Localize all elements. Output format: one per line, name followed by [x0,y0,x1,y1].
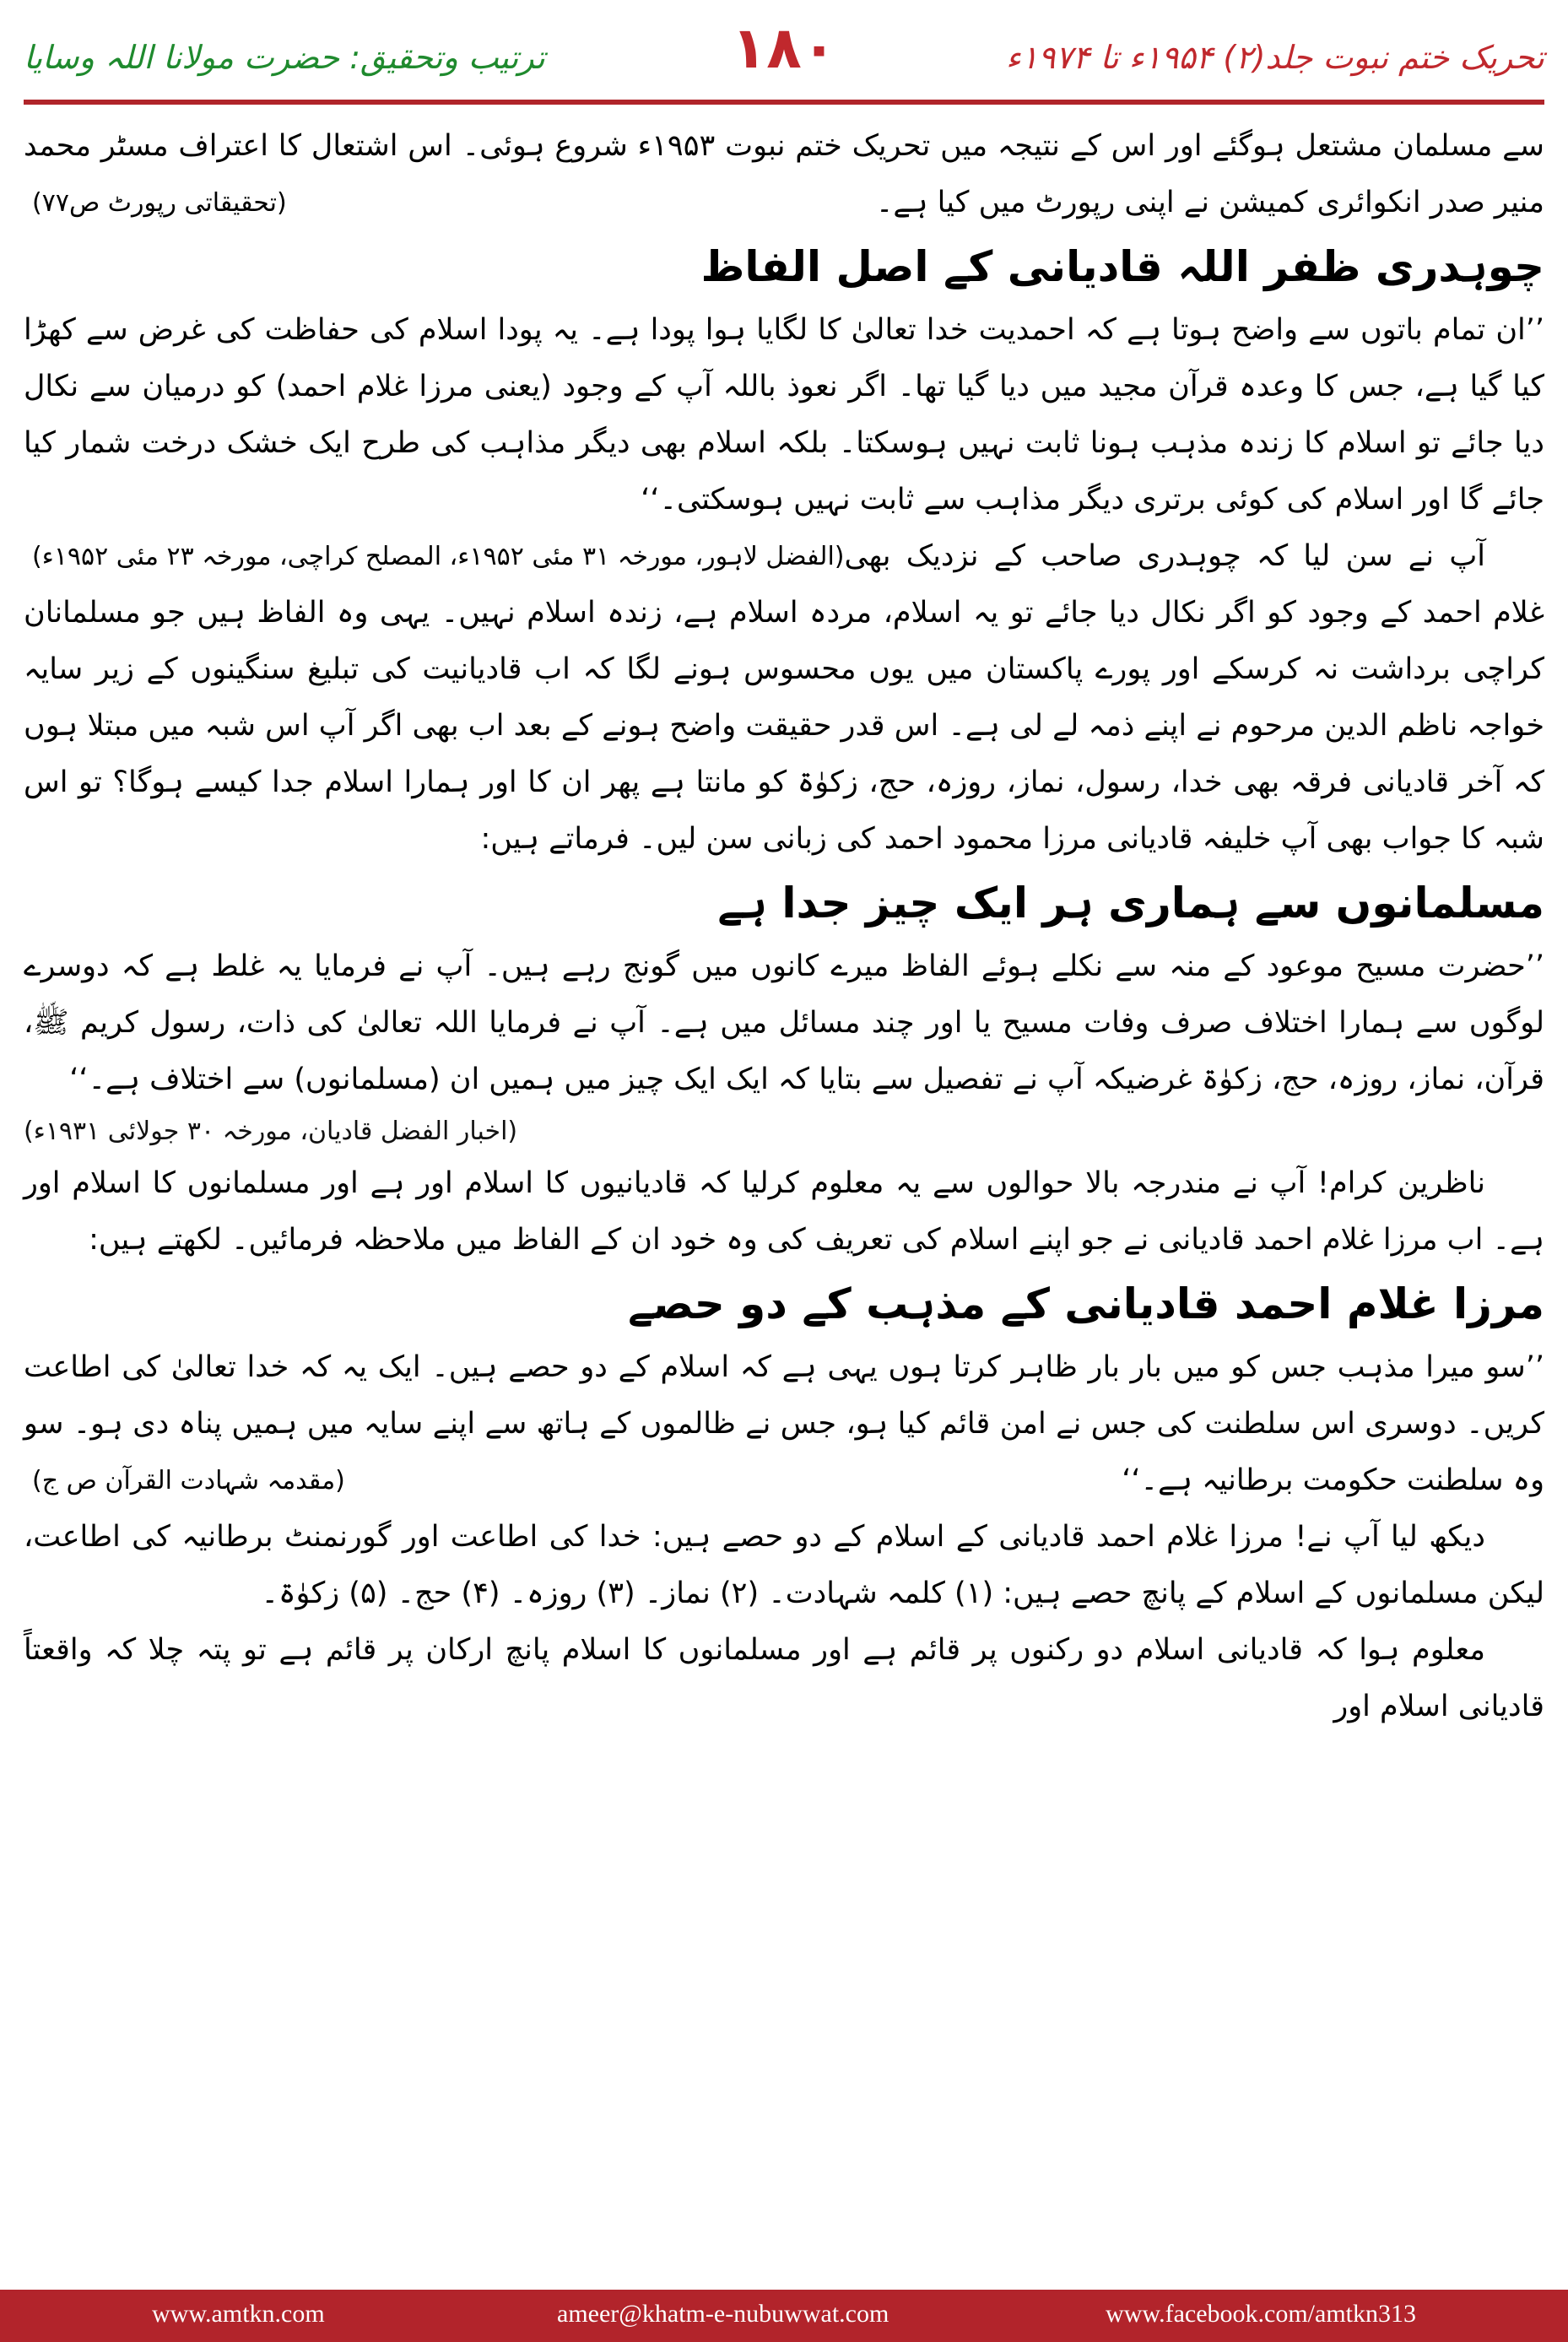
quotation [24,938,1544,1108]
page-footer [0,2290,1568,2342]
quotation [24,302,1544,571]
paragraph-text: ناظرین کرام! آپ نے مندرجہ بالا حوالوں سے یہ معلوم کرلیا کہ قادیانیوں کا اسلام اور ہے اور مسلمانوں کا اسلام اور ہے۔ اب مرزا غلام احمد قادیانی نے جو اپنے اسلام کی تعریف کی وہ خود ان کے الفاظ میں ملاحظہ فرمائیں۔ لکھتے ہیں: [24,1166,1544,1257]
page-number: ۱۸۰ [731,15,837,82]
header-divider [24,100,1544,105]
paragraph [24,1155,1544,1268]
paragraph-text: آپ نے سن لیا کہ چوہدری صاحب کے نزدیک بھی غلام احمد کے وجود کو اگر نکال دیا جائے تو یہ اسلام، مردہ اسلام ہے، زندہ اسلام نہیں۔ یہی وہ الفاظ ہیں جو مسلمانان کراچی برداشت نہ کرسکے اور پورے پاکستان میں یوں محسوس ہونے لگا کہ اب قادیانیت کی تبلیغ سنگینوں کے زیر سایہ خواجہ ناظم الدین مرحوم نے اپنے ذمہ لے لی ہے۔ اس قدر حقیقت واضح ہونے کے بعد اب بھی اگر آپ اس شبہ میں مبتلا ہوں کہ آخر قادیانی فرقہ بھی خدا، رسول، نماز، روزہ، حج، زکوٰۃ کو مانتا ہے پھر ان کا اور ہمارا اسلام جدا کیسے ہوگا؟ تو اس شبہ کا جواب بھی آپ خلیفہ قادیانی مرزا محمود احمد کی زبانی سن لیں۔ فرماتے ہیں: [24,539,1544,856]
paragraph [24,118,1544,231]
paragraph [24,1509,1544,1622]
citation: (الفضل لاہور، مورخہ ۳۱ مئی ۱۹۵۲ء، المصلح کراچی، مورخہ ۲۳ مئی ۱۹۵۲ء) [32,542,845,571]
page-header [0,0,1568,110]
paragraph-text: سے مسلمان مشتعل ہوگئے اور اس کے نتیجہ میں تحریک ختم نبوت ۱۹۵۳ء شروع ہوئی۔ اس اشتعال کا اعتراف مسٹر محمد منیر صدر انکوائری کمیشن نے اپنی رپورٹ میں کیا ہے۔ [24,129,1544,219]
compiler-credit: ترتیب وتحقیق: حضرت مولانا اللہ وسایا [24,39,545,76]
quotation [24,1339,1544,1509]
paragraph-text: ’’سو میرا مذہب جس کو میں بار بار ظاہر کرتا ہوں یہی ہے کہ اسلام کے دو حصے ہیں۔ ایک یہ کہ خدا تعالیٰ کی اطاعت کریں۔ دوسری اس سلطنت کی جس نے امن قائم کیا ہو، جس نے ظالموں کے ہاتھ سے اپنے سایہ میں ہمیں پناہ دی ہو۔ سو وہ سلطنت حکومت برطانیہ ہے۔‘‘ [24,1350,1544,1497]
website-link[interactable]: www.amtkn.com [152,2300,325,2328]
section-heading: مرزا غلام احمد قادیانی کے مذہب کے دو حصے [628,1279,1544,1328]
citation: (مقدمہ شہادت القرآن ص ج) [32,1466,345,1496]
citation: (اخبار الفضل قادیان، مورخہ ۳۰ جولائی ۱۹۳۱ء) [24,1117,518,1146]
paragraph [24,1622,1544,1735]
paragraph-text: دیکھ لیا آپ نے! مرزا غلام احمد قادیانی کے اسلام کے دو حصے ہیں: خدا کی اطاعت اور گورنمنٹ برطانیہ کی اطاعت، لیکن مسلمانوں کے اسلام کے پانچ حصے ہیں: (۱) کلمہ شہادت۔ (۲) نماز۔ (۳) روزہ۔ (۴) حج۔ (۵) زکوٰۃ۔ [24,1520,1544,1610]
paragraph-text: معلوم ہوا کہ قادیانی اسلام دو رکنوں پر قائم ہے اور مسلمانوں کا اسلام پانچ ارکان پر قائم ہے تو پتہ چلا کہ واقعتاً قادیانی اسلام اور [24,1633,1544,1723]
section-heading: چوہدری ظفر اللہ قادیانی کے اصل الفاظ [700,242,1544,291]
email-link[interactable]: ameer@khatm-e-nubuwwat.com [557,2300,889,2328]
facebook-link[interactable]: www.facebook.com/amtkn313 [1106,2300,1416,2328]
book-title: تحریک ختم نبوت جلد(۲) ۱۹۵۴ء تا ۱۹۷۴ء [1005,39,1544,76]
citation: (تحقیقاتی رپورٹ ص۷۷) [32,188,287,218]
paragraph-text: ’’ان تمام باتوں سے واضح ہوتا ہے کہ احمدیت خدا تعالیٰ کا لگایا ہوا پودا ہے۔ یہ پودا اسلام کی حفاظت کی غرض سے کھڑا کیا گیا ہے، جس کا وعدہ قرآن مجید میں دیا گیا تھا۔ اگر نعوذ باللہ آپ کے وجود (یعنی مرزا غلام احمد) کو درمیان سے نکال دیا جائے تو اسلام کا زندہ مذہب ہونا ثابت نہیں ہوسکتا۔ بلکہ اسلام بھی دیگر مذاہب کی طرح ایک خشک درخت شمار کیا جائے گا اور اسلام کی کوئی برتری دیگر مذاہب سے ثابت نہیں ہوسکتی۔‘‘ [24,313,1544,517]
paragraph-text: ’’حضرت مسیح موعود کے منہ سے نکلے ہوئے الفاظ میرے کانوں میں گونج رہے ہیں۔ آپ نے فرمایا یہ غلط ہے کہ دوسرے لوگوں سے ہمارا اختلاف صرف وفات مسیح یا اور چند مسائل میں ہے۔ آپ نے فرمایا اللہ تعالیٰ کی ذات، رسول کریم ﷺ، قرآن، نماز، روزہ، حج، زکوٰۃ غرضیکہ آپ نے تفصیل سے بتایا کہ ایک ایک چیز میں ہمیں ان (مسلمانوں) سے اختلاف ہے۔‘‘ [24,949,1544,1096]
page-body [24,118,1544,2245]
section-heading: مسلمانوں سے ہماری ہر ایک چیز جدا ہے [717,879,1544,928]
